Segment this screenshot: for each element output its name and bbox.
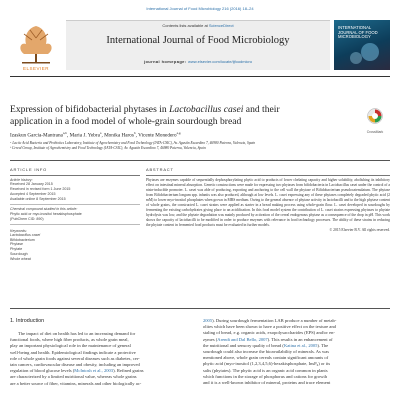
- author-name[interactable]: Vicente Monedero: [138, 132, 177, 139]
- title-part-end: and their: [243, 104, 280, 115]
- keyword-list: [10, 233, 140, 262]
- intro-text: ). During sourdough fermentation LAB produce a number of metab-: [212, 318, 337, 323]
- journal-title: International Journal of Food Microbiology: [106, 35, 290, 46]
- article-title: [10, 104, 340, 127]
- intro-line: functional foods, where high fiber products, as whole grain meal,: [10, 337, 129, 343]
- intro-line: olites which have been shown to have a positive effect on the texture and: [203, 324, 336, 330]
- author-list: Izaskun García-Mantrana$^{a,b}$, Maria J. Yebra$^a$, Monika Haros$^b$, Vicente Monedero$^{a,⁎}$: [10, 131, 181, 139]
- intro-line: are a better source of fiber, vitamins, minerals and other biologically ac-: [10, 380, 142, 386]
- info-divider: [10, 175, 140, 176]
- author-affil-sup[interactable]: a: [99, 131, 102, 135]
- abstract-text: Phytases are enzymes capable of sequentially dephosphorylating phytic acid to products of lower chelating capacity and higher solubility, abolishing its inhibitory effect on intestinal mineral absorption. Genetic constructions were made for expressing two phytases from bifidobacteria in Lactobacillus casei under the control of a nisin-inducible promoter. L. casei was able of producing, exporting and anchoring to the cell wall the phytase of Bifidobacterium pseudocatenulatum. The phytase from Bifidobacterium longum spp. infantis was also produced, although at low levels. L. casei expressing any of these phytases completely degraded phytic acid (2 mM) to lower myo-inositol phosphates when grown in MRS medium. Owing to the general absence of phytase activity in lactobacilli and to the high phytase content of whole grains, the constructed L. casei strains were applied as starter in a bread making process using whole-grain flour. L. casei developed in sourdoughs by fermenting the existing carbohydrates giving place to an acidification. In this food model system the contribution of L. casei strains expressing phytases to phytate hydrolysis was low, and the phytate degradation was mainly produced by activation of the cereal endogenous phytase as a consequence of the drop in pH. This work shows the capacity of lactobacilli to be modified in order to produce enzymes with relevance in food technology processes. The ability of these strains in reducing the phytate content in fermented food products must be evaluated in further models.: [146, 177, 390, 227]
- citation-link[interactable]: McIntosh et al., 2003: [74, 368, 114, 374]
- intro-line: tain cancers, cardiovascular disease and obesity, including an improved: [10, 362, 140, 368]
- intro-line: role of whole grain foods against several diseases such as diabetes, cer-: [10, 355, 140, 361]
- affiliations: [10, 141, 390, 151]
- author-name[interactable]: Monika Haros: [104, 132, 134, 139]
- accepted-date: Accepted 4 September 2015: [10, 191, 56, 196]
- contents-prefix: Contents lists available at: [162, 23, 209, 28]
- copyright-notice: © 2015 Elsevier B.V. All rights reserved.: [329, 227, 390, 232]
- keyword-item: Bifidobacterium: [10, 237, 35, 242]
- citation-link[interactable]: 2005: [203, 318, 213, 323]
- homepage-prefix: journal homepage:: [143, 59, 189, 64]
- crossmark-icon: [367, 108, 383, 124]
- intro-line: staling of bread, e.g. organic acids, exopolysaccharides (EPS) and/or en-: [203, 330, 335, 336]
- elsevier-logo: [10, 20, 62, 70]
- abstract-column: [146, 167, 390, 232]
- revised-date: Received in revised form 1 June 2015: [10, 187, 71, 192]
- introduction-right-column: [203, 318, 390, 386]
- keyword-item: Lactobacillus casei: [10, 232, 41, 237]
- cover-title: INTERNATIONAL JOURNAL OF FOOD MICROBIOLOGY: [338, 25, 378, 40]
- sciencedirect-link[interactable]: ScienceDirect: [208, 23, 234, 28]
- crossmark-label: CrossMark: [366, 130, 384, 134]
- intro-text: regulation of blood glucose levels (: [10, 368, 75, 374]
- introduction-left-column: [10, 331, 195, 387]
- intro-line: phytic acid (myo-inositol (1,2,3,4,5,6)-hexakisphosphate, InsP₆) or its: [203, 361, 331, 367]
- keyword-item: Phytate: [10, 247, 23, 252]
- intro-text: the nutritional and sensory quality of bread (: [203, 342, 284, 348]
- title-part: Expression of bifidobacterial phytases in: [10, 104, 170, 115]
- intro-text: ). Refined grains: [113, 368, 144, 374]
- citation-link[interactable]: Arendt and Dal Bello, 2007: [217, 336, 268, 342]
- intro-line: well-being and health. Epidemiological findings indicate a protective: [10, 349, 136, 355]
- citation-link[interactable]: Katina et al., 2005: [283, 342, 318, 348]
- journal-cover-thumbnail[interactable]: [334, 20, 390, 70]
- article-info-heading: ARTICLE INFO: [10, 167, 48, 172]
- keyword-item: Sourdough: [10, 252, 28, 257]
- elsevier-wordmark: ELSEVIER: [22, 66, 49, 71]
- journal-homepage-link[interactable]: www.elsevier.com/locate/ijfoodmicro: [188, 59, 253, 64]
- intro-line: The impact of diet on health has led to an increasing demand for: [18, 331, 136, 336]
- author-affil-sup[interactable]: b: [133, 131, 136, 135]
- abstract-divider: [146, 175, 390, 176]
- intro-line: which functions in the storage of phosphorus and cations for growth: [203, 373, 328, 379]
- author-affil-sup[interactable]: a,⁎: [176, 131, 181, 135]
- keyword-item: Whole wheat: [10, 256, 31, 261]
- intro-text: ). The: [317, 342, 329, 348]
- article-info-column: [10, 167, 140, 262]
- masthead-divider: [10, 76, 390, 77]
- intro-line: mentioned above, whole grain cereals contain significant amounts of: [203, 355, 329, 361]
- author-name[interactable]: Maria J. Yebra: [69, 132, 100, 139]
- section-divider: [10, 308, 390, 309]
- keywords-label: Keywords:: [10, 228, 27, 233]
- title-line-2: application in a food model of whole-grain sourdough bread: [10, 115, 242, 127]
- contents-available-line: [66, 23, 330, 28]
- introduction-heading: 1. Introduction: [10, 318, 45, 324]
- intro-text: ). This results in an enhancement of: [267, 336, 333, 342]
- keyword-item: Phytase: [10, 242, 23, 247]
- received-date: Received 28 January 2015: [10, 182, 53, 187]
- intro-line: and it is a well-known inhibitor of mineral, proteins and trace element: [203, 380, 331, 386]
- history-label: Article history:: [10, 177, 33, 182]
- intro-line: salts (phytates). The phytic acid is an organic acid common in plants: [203, 367, 328, 373]
- compound-name: Phytic acid or myo-inositol hexakisphosphate: [10, 211, 82, 216]
- journal-homepage-line: [66, 59, 330, 64]
- author-affil-sup[interactable]: a,b: [62, 131, 68, 135]
- journal-citation[interactable]: International Journal of Food Microbiology 216 (2016) 18–24: [146, 6, 254, 11]
- info-divider: [10, 204, 140, 205]
- info-divider: [10, 224, 140, 225]
- compounds-label: Chemical compound studied in this article:: [10, 206, 78, 211]
- journal-info-box: [66, 20, 330, 70]
- intro-text: zymes (: [203, 336, 218, 342]
- journal-masthead: [10, 20, 390, 72]
- affiliation-b: ᵇ Cereal Group, Institute of Agrochemistry and Food Technology (IATA-CSIC), Av. Agustín Escardino 7, 46980 Paterna, Valencia, Spain: [10, 146, 206, 150]
- title-italic-part: Lactobacillus casei: [169, 104, 244, 115]
- pubchem-id: (PubChem CID: 890): [10, 216, 44, 221]
- intro-line: are characterized by a limited nutritional value, whereas whole grains: [10, 374, 137, 380]
- section-divider: [10, 160, 390, 161]
- intro-line: play an important physiological role in the maintenance of general: [10, 343, 131, 349]
- abstract-heading: ABSTRACT: [146, 167, 174, 172]
- affiliation-a: ᵃ Lactic Acid Bacteria and Probiotics Laboratory, Institute of Agrochemistry and Food Technology (IATA-CSIC), Av. Agustín Escardino 7, 46980 Paterna, Valencia, Spain: [10, 141, 256, 145]
- intro-line: sourdough could also increase the bioavailability of minerals. As was: [203, 349, 330, 355]
- online-date: Available online 8 September 2015: [10, 196, 66, 201]
- author-name[interactable]: Izaskun García-Mantrana: [10, 132, 63, 139]
